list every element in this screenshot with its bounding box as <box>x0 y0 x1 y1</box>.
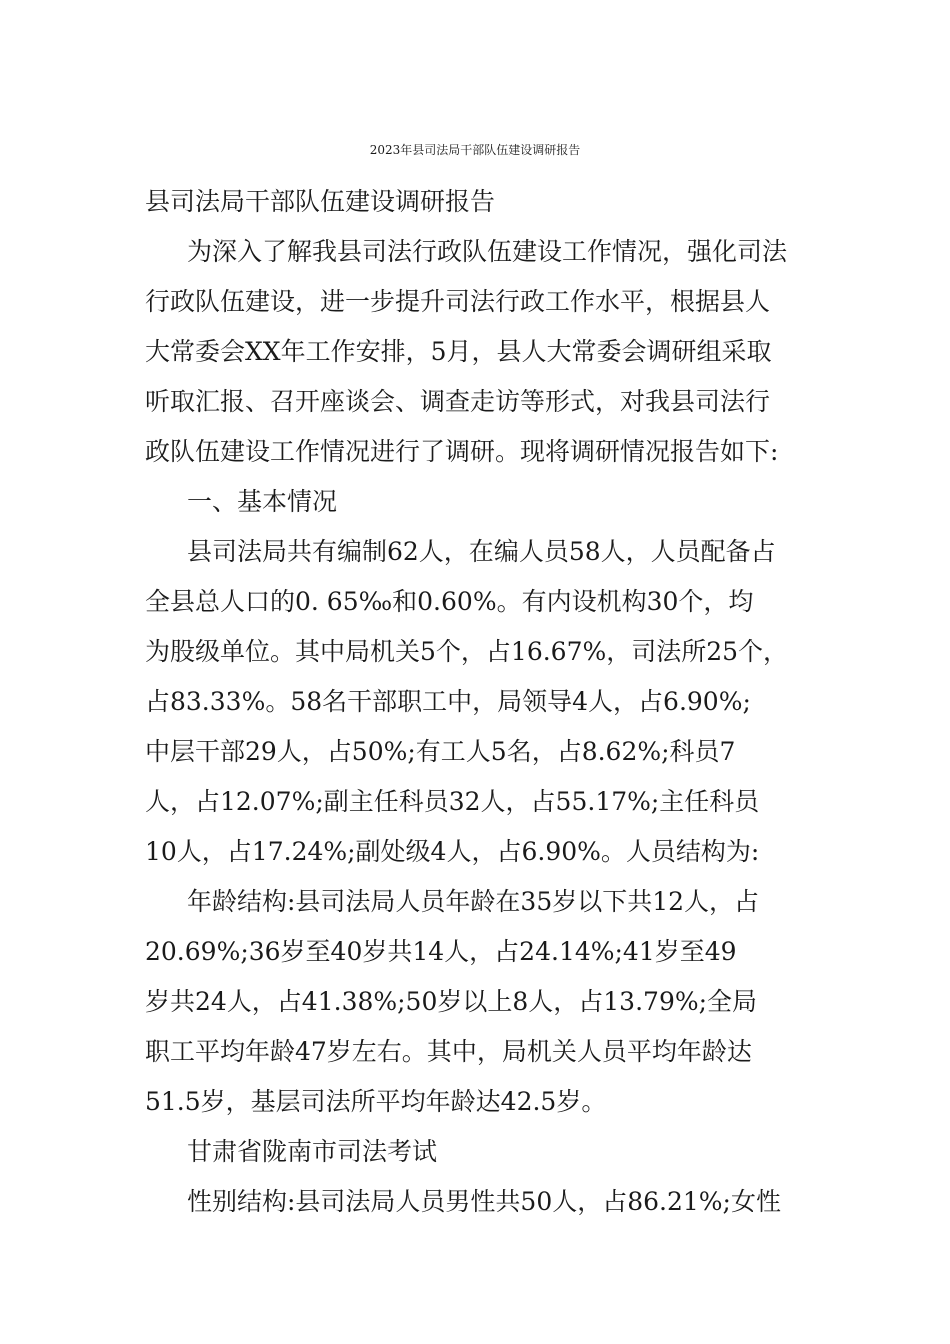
body-line: 20.69%;36岁至40岁共14人，占24.14%;41岁至49 <box>145 937 737 966</box>
body-line: 为深入了解我县司法行政队伍建设工作情况，强化司法 <box>187 237 788 266</box>
body-line: 大常委会XX年工作安排，5月，县人大常委会调研组采取 <box>145 337 772 366</box>
body-line: 行政队伍建设，进一步提升司法行政工作水平，根据县人 <box>145 287 771 316</box>
body-line: 人，占12.07%;副主任科员32人，占55.17%;主任科员 <box>145 787 760 816</box>
body-line: 中层干部29人，占50%;有工人5名，占8.62%;科员7 <box>145 737 736 766</box>
body-line: 全县总人口的0. 65‰和0.60%。有内设机构30个，均 <box>145 587 754 616</box>
document-title: 2023年县司法局干部队伍建设调研报告 <box>369 143 581 157</box>
body-line: 占83.33%。58名干部职工中，局领导4人，占6.90%; <box>145 687 751 716</box>
inserted-note: 甘肃省陇南市司法考试 <box>187 1137 438 1166</box>
body-line: 为股级单位。其中局机关5个，占16.67%，司法所25个， <box>145 637 789 666</box>
body-line: 县司法局共有编制62人，在编人员58人，人员配备占 <box>187 537 776 566</box>
body-line: 51.5岁，基层司法所平均年龄达42.5岁。 <box>145 1087 607 1116</box>
body-line: 岁共24人，占41.38%;50岁以上8人，占13.79%;全局 <box>145 987 758 1016</box>
body-line: 10人，占17.24%;副处级4人，占6.90%。人员结构为: <box>145 837 760 866</box>
body-line: 听取汇报、召开座谈会、调查走访等形式，对我县司法行 <box>145 387 771 416</box>
body-line: 政队伍建设工作情况进行了调研。现将调研情况报告如下: <box>145 437 779 466</box>
body-line: 职工平均年龄47岁左右。其中，局机关人员平均年龄达 <box>145 1037 752 1066</box>
body-line: 年龄结构:县司法局人员年龄在35岁以下共12人，占 <box>187 887 760 916</box>
section-heading: 一、基本情况 <box>187 487 338 516</box>
body-line: 性别结构:县司法局人员男性共50人，占86.21%;女性 <box>187 1187 781 1216</box>
document-subtitle: 县司法局干部队伍建设调研报告 <box>145 187 496 216</box>
